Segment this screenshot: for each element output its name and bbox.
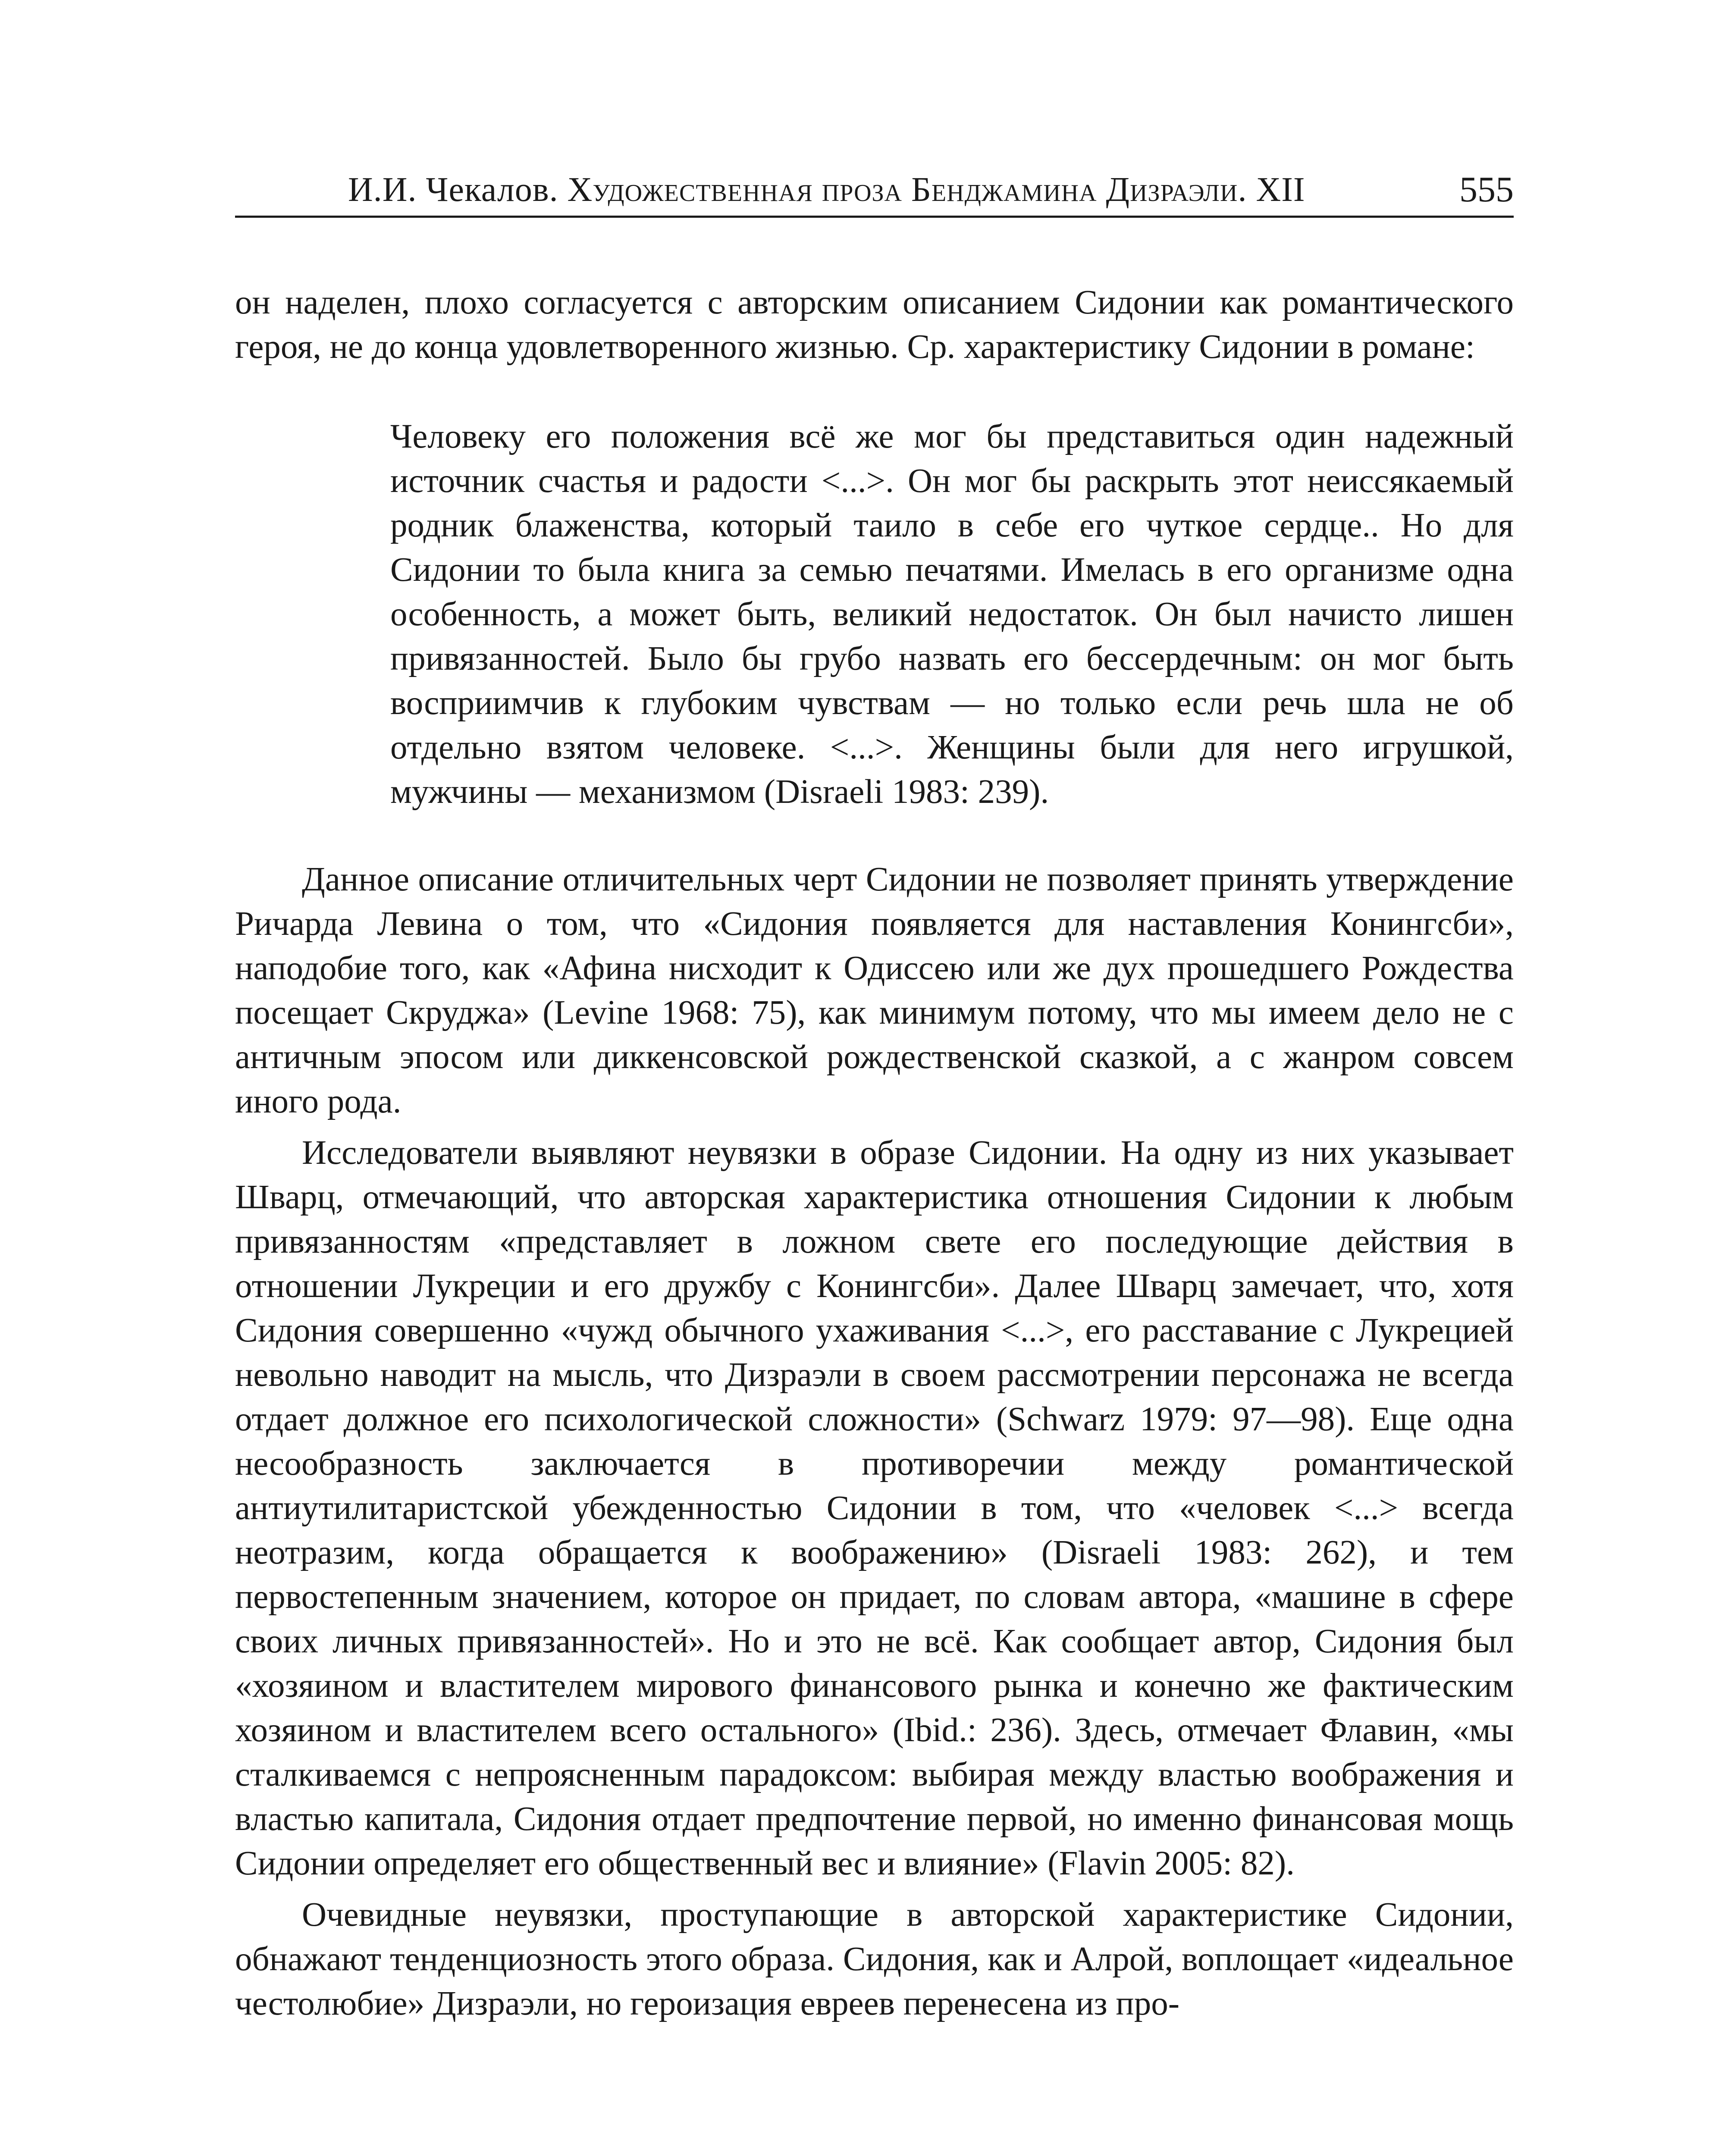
running-head-text <box>348 168 1305 211</box>
paragraph: Очевидные неувязки, проступающие в авторской характеристике Сидонии, обнажают тенденциозность этого образа. Сидония, как и Алрой, воплощает «идеальное честолюбие» Дизраэли, но героизация евреев перенесена из про- <box>235 1896 1514 2022</box>
body-text <box>235 280 1514 2026</box>
paragraph-continuation: он наделен, плохо согласуется с авторским описанием Сидонии как романтического героя, не до конца удовлетворенного жизнью. Ср. характеристику Сидонии в романе: <box>235 284 1514 366</box>
header-author: И.И. Чекалов. <box>348 171 558 209</box>
block-quote <box>390 414 1514 814</box>
paragraph: Данное описание отличительных черт Сидонии не позволяет принять утверждение Ричарда Левина о том, что «Сидония появляется для наставления Конингсби», наподобие того, как «Афина нисходит к Одиссею или же дух прошедшего Рождества посещает Скруджа» (Levine 1968: 75), как минимум потому, что мы имеем дело не с античным эпосом или диккенсовской рождественской сказкой, а с жанром совсем иного рода. <box>235 861 1514 1120</box>
page-number: 555 <box>1459 169 1514 210</box>
quote-text: Человеку его положения всё же мог бы представиться один надежный источник счастья и радости <...>. Он мог бы раскрыть этот неиссякаемый родник блаженства, который таило в себе его чуткое сердце.. Но для Сидонии то была книга за семью печатями. Имелась в его организме одна особенность, а может быть, великий недостаток. Он был начисто лишен привязанностей. Было бы грубо назвать его бессердечным: он мог быть восприимчив к глубоким чувствам — но только если речь шла не об отдельно взятом человеке. <...>. Женщины были для него игрушкой, мужчины — механизмом (Disraeli 1983: 239). <box>390 418 1514 811</box>
running-header <box>235 168 1514 218</box>
paragraph: Исследователи выявляют неувязки в образе Сидонии. На одну из них указывает Шварц, отмечающий, что авторская характеристика отношения Сидонии к любым привязанностям «представляет в ложном свете его последующие действия в отношении Лукреции и его дружбу с Конингсби». Далее Шварц замечает, что, хотя Сидония совершенно «чужд обычного ухаживания <...>, его расставание с Лукрецией невольно наводит на мысль, что Дизраэли в своем рассмотрении персонажа не всегда отдает должное его психологической сложности» (Schwarz 1979: 97—98). Еще одна несообразность заключается в противоречии между романтической антиутилитаристской убежденностью Сидонии в том, что «человек <...> всегда неотразим, когда обращается к воображению» (Disraeli 1983: 262), и тем первостепенным значением, которое он придает, по словам автора, «машине в сфере своих личных привязанностей». Но и это не всё. Как сообщает автор, Сидония был «хозяином и властителем мирового финансового рынка и конечно же фактическим хозяином и властителем всего остального» (Ibid.: 236). Здесь, отмечает Флавин, «мы сталкиваемся с непроясненным парадоксом: выбирая между властью воображения и властью капитала, Сидония отдает предпочтение первой, но именно финансовая мощь Сидонии определяет его общественный вес и влияние» (Flavin 2005: 82). <box>235 1134 1514 1882</box>
header-title: Художественная проза Бенджамина Дизраэли. XII <box>567 171 1305 209</box>
